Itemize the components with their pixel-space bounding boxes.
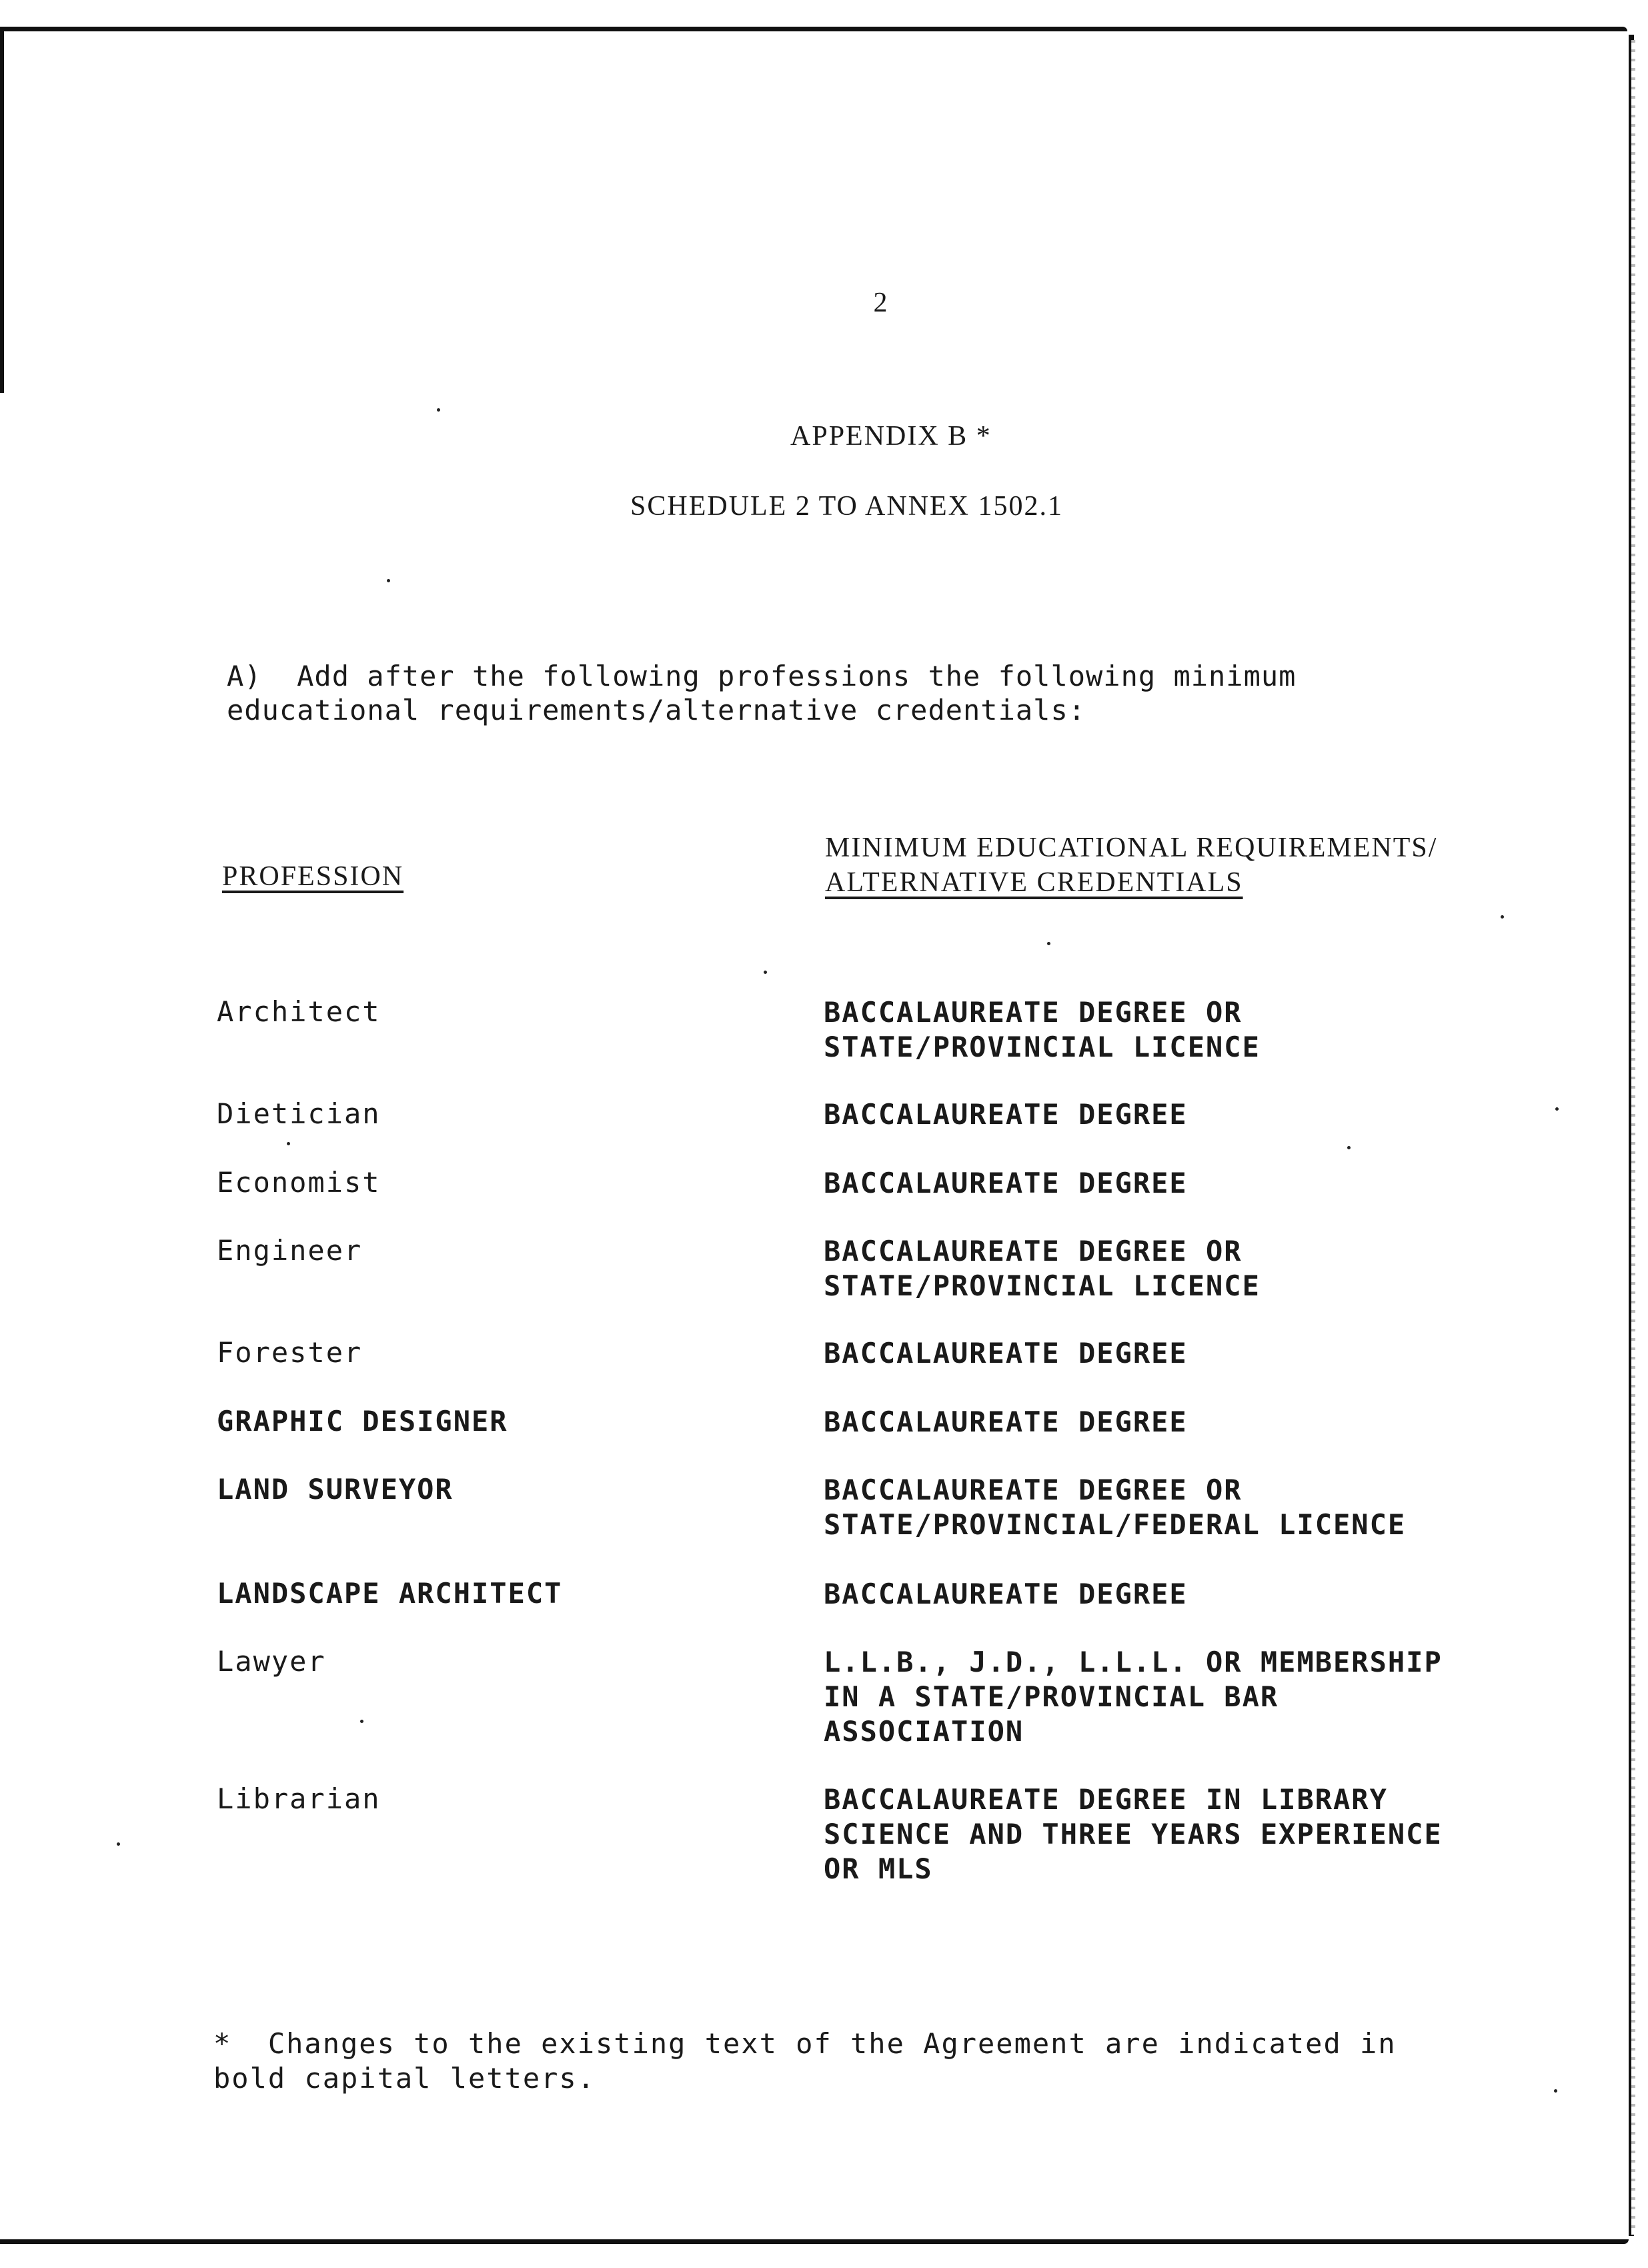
profession-cell: Economist (217, 1166, 381, 1199)
profession-cell: Engineer (217, 1234, 363, 1267)
intro-paragraph (227, 659, 1561, 727)
scan-speck (437, 408, 440, 412)
column-header-requirements-line-2: ALTERNATIVE CREDENTIALS (825, 867, 1243, 898)
column-header-requirements (825, 830, 1437, 900)
profession-cell: Dietician (217, 1097, 381, 1130)
requirement-cell: BACCALAUREATE DEGREE (824, 1167, 1188, 1199)
profession-cell: LAND SURVEYOR (217, 1473, 454, 1506)
profession-cell: LANDSCAPE ARCHITECT (217, 1577, 563, 1610)
scan-speck (387, 579, 390, 582)
scan-speck (1501, 915, 1504, 919)
profession-cell: Lawyer (217, 1645, 326, 1678)
profession-cell: Librarian (217, 1782, 381, 1815)
column-header-requirements-line-1: MINIMUM EDUCATIONAL REQUIREMENTS/ (825, 832, 1438, 863)
page-edge-shadow (1631, 40, 1635, 2235)
requirement-cell: BACCALAUREATE DEGREE OR STATE/PROVINCIAL LICENCE (824, 996, 1261, 1063)
profession-cell: Forester (217, 1336, 363, 1369)
page-number: 2 (873, 288, 888, 318)
intro-line-2: educational requirements/alternative credentials: (227, 694, 1086, 726)
requirement-cell: BACCALAUREATE DEGREE (824, 1405, 1188, 1438)
scan-speck (1555, 1107, 1559, 1111)
scan-speck (117, 1842, 120, 1846)
scan-speck (1047, 942, 1050, 945)
requirement-cell: BACCALAUREATE DEGREE OR STATE/PROVINCIAL/FEDERAL LICENCE (824, 1474, 1407, 1541)
profession-cell: GRAPHIC DESIGNER (217, 1405, 508, 1438)
requirement-cell: BACCALAUREATE DEGREE (824, 1337, 1188, 1369)
column-header-profession: PROFESSION (222, 861, 404, 892)
scan-speck (1554, 2089, 1557, 2093)
requirement-cell: BACCALAUREATE DEGREE IN LIBRARY SCIENCE AND THREE YEARS EXPERIENCE OR MLS (824, 1783, 1443, 1885)
footnote-line-1: * Changes to the existing text of the Agreement are indicated in (213, 2027, 1397, 2060)
requirement-cell: BACCALAUREATE DEGREE (824, 1578, 1188, 1610)
requirement-cell: BACCALAUREATE DEGREE OR STATE/PROVINCIAL LICENCE (824, 1235, 1261, 1302)
scan-speck (764, 971, 767, 974)
intro-line-1: A) Add after the following professions the following minimum (227, 660, 1297, 692)
appendix-title: APPENDIX B * (790, 421, 992, 452)
footnote-line-2: bold capital letters. (213, 2062, 596, 2095)
scan-speck (287, 1142, 290, 1145)
scan-speck (360, 1720, 363, 1723)
profession-cell: Architect (217, 995, 381, 1028)
requirement-cell: L.L.B., J.D., L.L.L. OR MEMBERSHIP IN A STATE/PROVINCIAL BAR ASSOCIATION (824, 1646, 1443, 1748)
requirement-cell: BACCALAUREATE DEGREE (824, 1098, 1188, 1131)
page-border-top (0, 27, 1627, 31)
page-border-bottom (0, 2239, 1629, 2244)
page-border-left (0, 29, 4, 393)
footnote (213, 2027, 1574, 2096)
scan-speck (1347, 1146, 1351, 1149)
schedule-title: SCHEDULE 2 TO ANNEX 1502.1 (630, 491, 1063, 522)
